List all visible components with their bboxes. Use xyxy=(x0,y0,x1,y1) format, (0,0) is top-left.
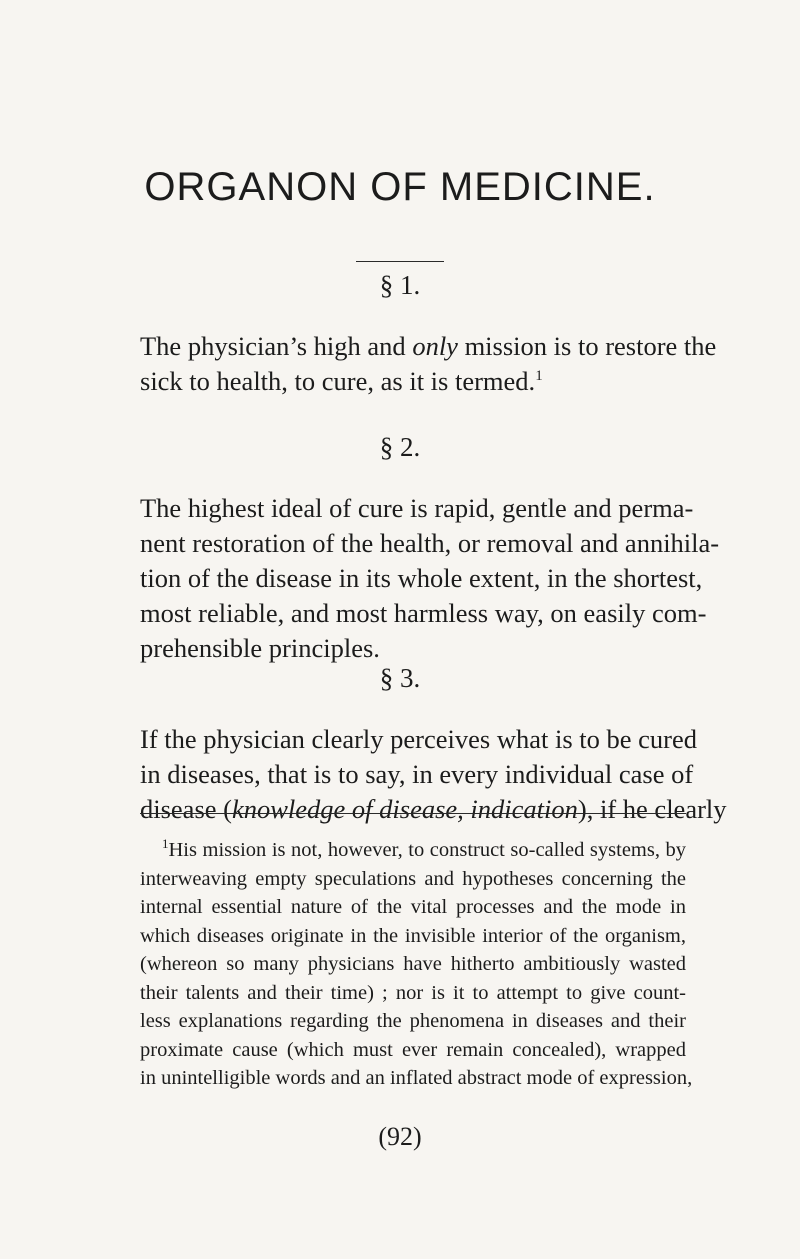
italic-text: knowledge of disease, indication xyxy=(231,794,578,824)
footnote-line: proximate cause (which must ever remain concealed), wrapped xyxy=(140,1038,686,1061)
text-line: The physician’s high and only mission is to restore the xyxy=(140,331,717,361)
text-line: tion of the disease in its whole extent, in the shortest, xyxy=(140,563,703,593)
text-line: nent restoration of the health, or removal and annihila- xyxy=(140,528,720,558)
page-title: ORGANON OF MEDICINE. xyxy=(144,165,656,209)
text-line: sick to health, to cure, as it is termed.$^1$ xyxy=(140,366,543,396)
section-3-mark: § 3. xyxy=(379,663,421,693)
footnote-line: in unintelligible words and an inflated abstract mode of expression, xyxy=(140,1067,693,1089)
footnote-line: internal essential nature of the vital processes and the mode in xyxy=(140,896,686,918)
footnote-line: (whereon so many physicians have hitherto ambitiously wasted xyxy=(140,953,686,975)
footnote-line: interweaving empty speculations and hypotheses concerning the xyxy=(140,867,686,890)
footnote-line: their talents and their time) ; nor is it to attempt to give count- xyxy=(140,981,686,1004)
footnote-reference: 1 xyxy=(535,368,543,384)
section-1-text xyxy=(140,329,717,399)
text-line: If the physician clearly perceives what is to be cured xyxy=(140,724,698,754)
title-divider xyxy=(356,261,444,262)
text-line: most reliable, and most harmless way, on easily com- xyxy=(140,598,707,628)
section-3-text xyxy=(140,722,727,827)
text-line: The highest ideal of cure is rapid, gentle and perma- xyxy=(140,493,694,523)
footnote-line: $^1$His mission is not, however, to construct so-called systems, by xyxy=(162,836,686,861)
section-2-mark: § 2. xyxy=(379,432,421,462)
footnote-marker: 1 xyxy=(162,836,169,851)
footnote-line: which diseases originate in the invisible interior of the organism, xyxy=(140,924,686,947)
italic-text: only xyxy=(412,331,458,361)
section-1-mark: § 1. xyxy=(379,270,421,300)
text-line: in diseases, that is to say, in every individual case of xyxy=(140,759,694,789)
section-2-text xyxy=(140,491,720,666)
text-line: disease (knowledge of disease, indication), if he clearly xyxy=(140,794,727,824)
footnote-line: less explanations regarding the phenomena in diseases and their xyxy=(140,1010,686,1032)
footnote-divider xyxy=(140,813,686,814)
footnote xyxy=(140,836,693,1093)
page-number: (92) xyxy=(378,1122,422,1151)
text-line: prehensible principles. xyxy=(140,633,380,663)
